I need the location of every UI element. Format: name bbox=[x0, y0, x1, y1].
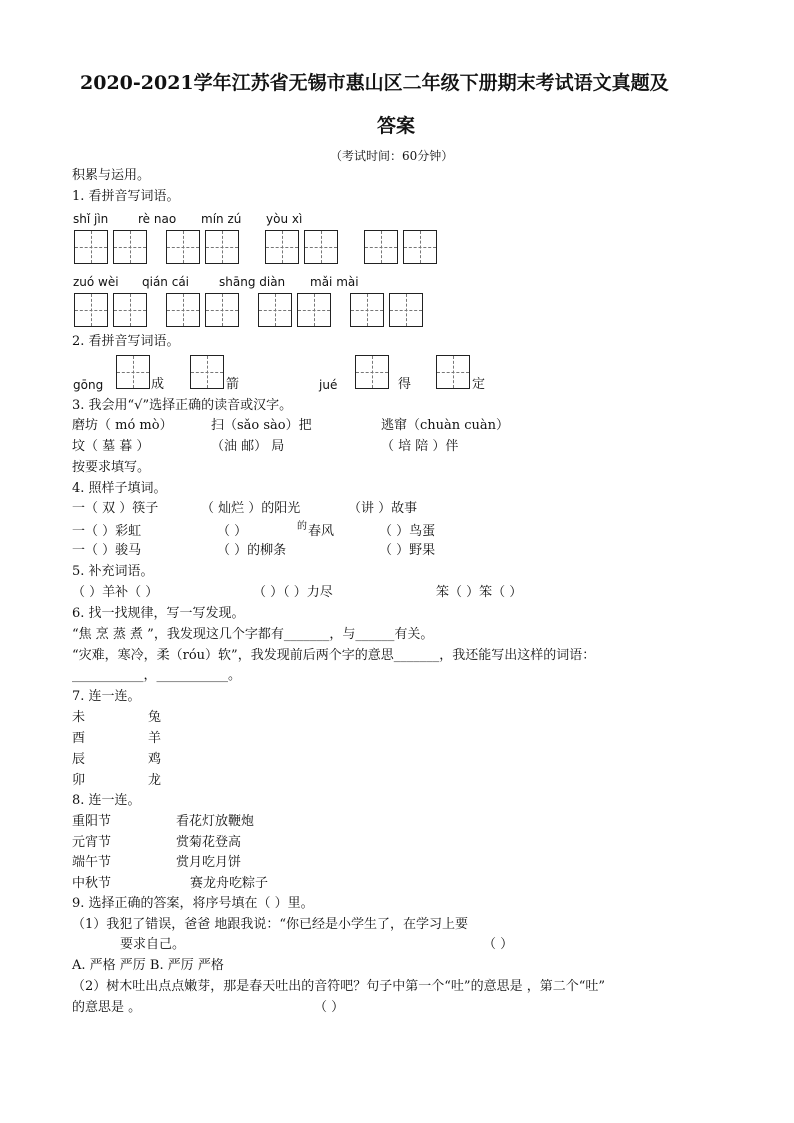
q4-blank[interactable]: （ ） bbox=[217, 524, 248, 539]
q6-line[interactable]: ___________，___________。 bbox=[72, 668, 242, 683]
q8-right[interactable]: 赏菊花登高 bbox=[176, 835, 242, 850]
q1-pinyin: shǐ jìn bbox=[73, 212, 109, 226]
q7-left[interactable]: 辰 bbox=[72, 752, 86, 767]
writing-grid[interactable] bbox=[74, 230, 108, 264]
writing-grid[interactable] bbox=[389, 293, 423, 327]
q8-left[interactable]: 端午节 bbox=[72, 855, 112, 870]
q7-right[interactable]: 龙 bbox=[148, 773, 162, 788]
writing-grid[interactable] bbox=[403, 230, 437, 264]
writing-grid[interactable] bbox=[166, 230, 200, 264]
q3-item[interactable]: （油 邮） 局 bbox=[211, 439, 285, 454]
q2-pinyin: gōng bbox=[73, 378, 104, 392]
writing-grid[interactable] bbox=[113, 293, 147, 327]
q9-part2: （2）树木吐出点点嫩芽，那是春天吐出的音符吧？句子中第一个“吐”的意思是 ，第二个“吐” bbox=[72, 979, 605, 994]
q5-title: 5. 补充词语。 bbox=[72, 564, 154, 579]
q9-part2-cont: 的意思是 。 bbox=[72, 1000, 142, 1015]
q4-example: （ 灿烂 ）的阳光 bbox=[201, 501, 301, 516]
q2-suffix: 成 bbox=[151, 377, 165, 392]
q1-pinyin: zuó wèi bbox=[73, 275, 119, 289]
section-heading: 按要求填写。 bbox=[72, 460, 151, 475]
q1-pinyin: shāng diàn bbox=[219, 275, 286, 289]
q8-right[interactable]: 看花灯放鞭炮 bbox=[176, 814, 255, 829]
q3-item[interactable]: 坟（ 墓 暮 ） bbox=[72, 439, 150, 454]
page-title-line1: 2020-2021学年江苏省无锡市惠山区二年级下册期末考试语文真题及 bbox=[80, 72, 669, 94]
q2-title: 2. 看拼音写词语。 bbox=[72, 334, 180, 349]
q9-part1-cont: 要求自己。 bbox=[120, 937, 186, 952]
writing-grid[interactable] bbox=[258, 293, 292, 327]
q7-right[interactable]: 鸡 bbox=[148, 752, 162, 767]
exam-time: （考试时间：60分钟） bbox=[330, 149, 454, 163]
page-title-line2: 答案 bbox=[377, 115, 416, 137]
writing-grid[interactable] bbox=[436, 355, 470, 389]
q4-blank[interactable]: （ ）鸟蛋 bbox=[379, 524, 436, 539]
writing-grid[interactable] bbox=[190, 355, 224, 389]
q9-answer-blank[interactable]: （ ） bbox=[483, 937, 514, 952]
q4-blank[interactable]: （ ）野果 bbox=[379, 543, 436, 558]
q3-item[interactable]: 磨坊（ mó mò） bbox=[72, 418, 173, 433]
q4-example: 一（ 双 ）筷子 bbox=[72, 501, 159, 516]
q7-right[interactable]: 羊 bbox=[148, 731, 162, 746]
q4-blank[interactable]: （ ）的柳条 bbox=[217, 543, 287, 558]
q1-pinyin: qián cái bbox=[142, 275, 190, 289]
writing-grid[interactable] bbox=[364, 230, 398, 264]
q4-blank[interactable]: 一（ ）骏马 bbox=[72, 543, 142, 558]
writing-grid[interactable] bbox=[74, 293, 108, 327]
q1-pinyin: mǎi mài bbox=[310, 275, 359, 289]
q9-answer-blank[interactable]: （ ） bbox=[314, 1000, 345, 1015]
q4-title: 4. 照样子填词。 bbox=[72, 481, 167, 496]
q3-item[interactable]: 扫（sǎo sào）把 bbox=[211, 418, 312, 433]
q9-options[interactable]: A. 严格 严厉 B. 严厉 严格 bbox=[72, 958, 224, 973]
writing-grid[interactable] bbox=[113, 230, 147, 264]
q8-title: 8. 连一连。 bbox=[72, 793, 141, 808]
q9-title: 9. 选择正确的答案，将序号填在（ ）里。 bbox=[72, 896, 314, 911]
q5-item[interactable]: 笨（ ）笨（ ） bbox=[436, 585, 523, 600]
writing-grid[interactable] bbox=[355, 355, 389, 389]
q6-line[interactable]: “灾难，寒冷，柔（róu）软”，我发现前后两个字的意思_______，我还能写出这样的词语： bbox=[72, 648, 596, 663]
writing-grid[interactable] bbox=[166, 293, 200, 327]
q1-title: 1. 看拼音写词语。 bbox=[72, 189, 180, 204]
q7-right[interactable]: 兔 bbox=[148, 710, 162, 725]
q8-left[interactable]: 元宵节 bbox=[72, 835, 112, 850]
q6-line[interactable]: “焦 烹 蒸 煮 ”，我发现这几个字都有_______，与______有关。 bbox=[72, 627, 434, 642]
q3-item[interactable]: （ 培 陪 ）伴 bbox=[381, 439, 459, 454]
writing-grid[interactable] bbox=[350, 293, 384, 327]
q1-pinyin: yòu xì bbox=[266, 212, 303, 226]
q7-left[interactable]: 酉 bbox=[72, 731, 86, 746]
q6-title: 6. 找一找规律，写一写发现。 bbox=[72, 606, 245, 621]
q5-item[interactable]: （ ）羊补（ ） bbox=[72, 585, 159, 600]
writing-grid[interactable] bbox=[116, 355, 150, 389]
writing-grid[interactable] bbox=[205, 230, 239, 264]
q7-left[interactable]: 卯 bbox=[72, 773, 86, 788]
q8-right[interactable]: 赛龙舟吃粽子 bbox=[190, 876, 269, 891]
q4-example: （讲 ）故事 bbox=[348, 501, 418, 516]
q7-left[interactable]: 未 bbox=[72, 710, 86, 725]
q9-part1: （1）我犯了错误，爸爸 地跟我说：“你已经是小学生了，在学习上要 bbox=[72, 917, 469, 932]
q2-pinyin: jué bbox=[319, 378, 338, 392]
q1-pinyin: rè nao bbox=[138, 212, 177, 226]
q3-title: 3. 我会用“√”选择正确的读音或汉字。 bbox=[72, 398, 293, 413]
section-heading: 积累与运用。 bbox=[72, 168, 151, 183]
writing-grid[interactable] bbox=[304, 230, 338, 264]
q8-right[interactable]: 赏月吃月饼 bbox=[176, 855, 242, 870]
q7-title: 7. 连一连。 bbox=[72, 689, 141, 704]
writing-grid[interactable] bbox=[265, 230, 299, 264]
q4-blank[interactable]: 一（ ）彩虹 bbox=[72, 524, 142, 539]
writing-grid[interactable] bbox=[205, 293, 239, 327]
q5-item[interactable]: （ ）（ ）力尽 bbox=[253, 585, 333, 600]
q3-item[interactable]: 逃窜（chuàn cuàn） bbox=[381, 418, 510, 433]
q4-particle: 的 bbox=[297, 521, 307, 532]
q2-suffix: 定 bbox=[472, 377, 486, 392]
writing-grid[interactable] bbox=[297, 293, 331, 327]
q1-pinyin: mín zú bbox=[201, 212, 242, 226]
q8-left[interactable]: 重阳节 bbox=[72, 814, 112, 829]
q8-left[interactable]: 中秋节 bbox=[72, 876, 112, 891]
q2-suffix: 得 bbox=[398, 377, 412, 392]
q2-suffix: 箭 bbox=[226, 377, 240, 392]
q4-word: 春风 bbox=[308, 524, 335, 539]
